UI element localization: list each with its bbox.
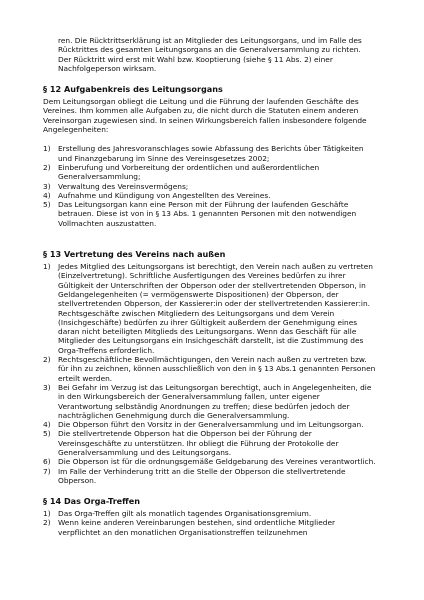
list-item: [43, 144, 376, 163]
list-number: 3): [43, 181, 51, 191]
list-text: Bei Gefahr im Verzug ist das Leitungsorgan berechtigt, auch in Angelegenheiten, die in den Wirkungsbereich der Generalversammlung fallen, unter eigener Verantwortung selbständig Anordnungen zu treffen; diese bedürfen jedoch der nachträglichen Genehmigung durch die Generalversammlung.: [58, 382, 372, 420]
list-item: [43, 163, 376, 182]
section-13-list: [43, 262, 376, 485]
section-14-title: § 14 Das Orga-Treffen: [43, 496, 140, 507]
continued-paragraph: ren. Die Rücktrittserklärung ist an Mitglieder des Leitungsorgans, und im Falle des Rücktrittes des gesamten Leitungsorgans an die Generalversammlung zu richten. Der Rücktritt wird erst mit Wahl bzw. Kooptierung (siehe § 11 Abs. 2) einer Nachfolgeperson wirksam.: [58, 36, 362, 73]
list-number: 7): [43, 466, 51, 476]
list-text: Die stellvertretende Obperson hat die Obperson bei der Führung der Vereinsgeschäfte zu unterstützen. Ihr obliegt die Führung der Protokolle der Generalversammlung und des Leitungsorgans.: [58, 429, 339, 457]
list-text: Verwaltung des Vereinsvermögens;: [58, 181, 189, 191]
list-item: [43, 200, 376, 228]
section-12-title: § 12 Aufgabenkreis des Leitungsorgans: [43, 84, 223, 95]
list-number: 4): [43, 420, 51, 430]
list-item: [43, 457, 376, 466]
list-number: 4): [43, 190, 51, 200]
section-13-title: § 13 Vertretung des Vereins nach außen: [43, 249, 226, 260]
list-text: Im Falle der Verhinderung tritt an die Stelle der Obperson die stellvertretende Obperson.: [58, 466, 346, 485]
section-14: [43, 496, 376, 537]
list-item: [43, 262, 376, 355]
list-number: 5): [43, 429, 51, 439]
list-text: Erstellung des Jahresvoranschlages sowie Abfassung des Berichts über Tätigkeiten und Finanzgebarung im Sinne des Vereinsgesetzes 2002;: [58, 144, 364, 163]
list-number: 1): [43, 262, 51, 272]
list-number: 2): [43, 355, 51, 365]
list-text: Jedes Mitglied des Leitungsorgans ist berechtigt, den Verein nach außen zu vertreten (Einzelvertretung). Schriftliche Ausfertigungen des Vereines bedürfen zu ihrer Gültigkeit der Unterschriften der Obperson oder der stellvertretenden Obperson, in Geldangelegenheiten (= vermögenswerte Dispositionen) der Obperson, der stellvertretenden Obperson, der Kassierer:in oder der stellvertretenden Kassierer:in. Rechtsgeschäfte zwischen Mitgliedern des Leitungsorgans und dem Verein (Insichgeschäfte) bedürfen zu ihrer Gültigkeit außerdem der Genehmigung eines daran nicht beteiligten Mitglieds des Leitungsorgans. Wenn das Geschäft für alle Mitglieder des Leitungsorgans ein Insichgeschäft darstellt, ist die Zustimmung des Orga-Treffens erforderlich.: [58, 262, 373, 355]
list-text: Einberufung und Vorbereitung der ordentlichen und außerordentlichen Generalversammlung;: [58, 162, 320, 182]
list-number: 2): [43, 518, 51, 528]
list-item: [43, 420, 376, 429]
list-item: [43, 182, 376, 191]
list-text: Aufnahme und Kündigung von Angestellten des Vereines.: [58, 190, 271, 200]
section-14-list: [43, 509, 376, 537]
list-number: 3): [43, 382, 51, 392]
list-item: [43, 355, 376, 383]
list-number: 6): [43, 457, 51, 467]
list-text: Die Obperson ist für die ordnungsgemäße Geldgebarung des Vereines verantwortlich.: [58, 457, 376, 467]
section-12: [43, 84, 376, 228]
list-text: Rechtsgeschäftliche Bevollmächtigungen, den Verein nach außen zu vertreten bzw. für ihn zu zeichnen, können ausschließlich von den in § 13 Abs.1 genannten Personen erteilt werden.: [58, 355, 376, 383]
list-item: [43, 383, 376, 420]
list-text: Das Leitungsorgan kann eine Person mit der Führung der laufenden Geschäfte betrauen. Diese ist von in § 13 Abs. 1 genannten Personen mit den notwendigen Vollmachten auszustatten.: [58, 200, 357, 228]
list-text: Wenn keine anderen Vereinbarungen bestehen, sind ordentliche Mitglieder verpflichtet an den monatlichen Organisationstreffen teilzunehmen: [58, 518, 336, 537]
list-item: [43, 467, 376, 486]
list-item: [43, 518, 376, 537]
section-12-list: [43, 144, 376, 228]
list-number: 2): [43, 162, 51, 172]
section-13: [43, 249, 376, 485]
list-text: Das Orga-Treffen gilt als monatlich tagendes Organisationsgremium.: [58, 509, 312, 519]
list-number: 1): [43, 509, 51, 519]
list-item: [43, 191, 376, 200]
section-12-intro: Dem Leitungsorgan obliegt die Leitung und die Führung der laufenden Geschäfte des Vereines. Ihm kommen alle Aufgaben zu, die nicht durch die Statuten einem anderen Vereinsorgan zugewiesen sind. In seinen Wirkungsbereich fallen insbesondere folgende Angelegenheiten:: [43, 97, 367, 135]
list-item: [43, 429, 376, 457]
list-number: 1): [43, 144, 51, 154]
list-text: Die Obperson führt den Vorsitz in der Generalversammlung und im Leitungsorgan.: [58, 420, 364, 430]
list-number: 5): [43, 200, 51, 210]
list-item: [43, 509, 376, 518]
